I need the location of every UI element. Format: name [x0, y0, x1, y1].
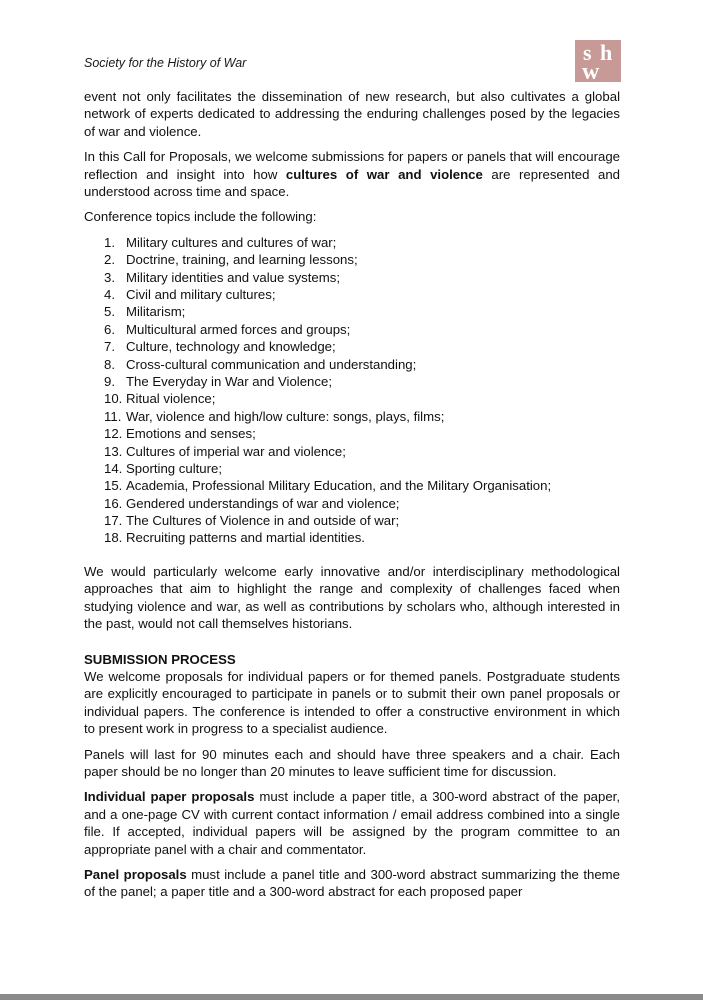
item-number: 18.	[104, 530, 123, 546]
list-item	[84, 269, 620, 286]
item-number: 2.	[104, 252, 115, 268]
item-number: 15.	[104, 478, 123, 494]
society-name: Society for the History of War	[84, 56, 247, 70]
item-text: War, violence and high/low culture: songs, plays, films;	[126, 408, 445, 424]
main-content	[84, 88, 620, 909]
logo-letter-w: w	[582, 59, 600, 82]
item-text: Ritual violence;	[126, 391, 216, 407]
intro-paragraph-2-start: In this Call for Proposals, we welcome submissions for papers or panels that will encourage reflection and insight into how	[84, 149, 620, 182]
intro-paragraph-2-end: are represented and understood across time and space.	[84, 166, 620, 200]
logo-letter-h: h	[600, 40, 613, 65]
item-text: Militarism;	[126, 304, 186, 320]
panel-proposals-label: Panel proposals	[84, 866, 187, 882]
list-item	[84, 251, 620, 268]
item-text: Military cultures and cultures of war;	[126, 234, 337, 250]
list-item	[84, 338, 620, 355]
submission-paragraph-1: We welcome proposals for individual papers or for themed panels. Postgraduate students are explicitly encouraged to participate in panels or to submit their own panel proposals or individual papers. The conference is intended to offer a constructive environment in which to present work in progress to a specialist audience.	[84, 668, 620, 737]
item-number: 3.	[104, 269, 115, 285]
submission-paragraph-4	[84, 866, 620, 901]
item-text: Cultures of imperial war and violence;	[126, 443, 346, 459]
item-number: 17.	[104, 513, 123, 529]
item-number: 9.	[104, 373, 115, 389]
list-item	[84, 425, 620, 442]
item-text: The Everyday in War and Violence;	[126, 373, 332, 389]
panel-proposals-text: must include a panel title and 300-word abstract summarizing the theme of the panel; a paper title and a 300-word abstract for each proposed paper	[84, 866, 620, 900]
logo-letter-s: s	[583, 40, 592, 65]
submission-paragraph-3	[84, 788, 620, 858]
topics-list	[84, 234, 620, 547]
list-item	[84, 443, 620, 460]
item-number: 10.	[104, 391, 123, 407]
item-text: Civil and military cultures;	[126, 287, 276, 303]
item-number: 1.	[104, 234, 115, 250]
item-text: Academia, Professional Military Education, and the Military Organisation;	[126, 478, 552, 494]
intro-paragraph-2	[84, 148, 620, 200]
list-item	[84, 529, 620, 546]
intro-paragraph-2-emphasis: cultures of war and violence	[285, 166, 483, 182]
item-number: 8.	[104, 356, 115, 372]
list-item	[84, 234, 620, 251]
item-number: 6.	[104, 321, 115, 337]
submission-heading: SUBMISSION PROCESS	[84, 651, 236, 667]
list-item	[84, 356, 620, 373]
item-text: Emotions and senses;	[126, 426, 256, 442]
list-item	[84, 390, 620, 407]
item-number: 7.	[104, 339, 115, 355]
list-item	[84, 460, 620, 477]
list-item	[84, 408, 620, 425]
item-text: Culture, technology and knowledge;	[126, 339, 336, 355]
individual-proposals-label: Individual paper proposals	[84, 789, 255, 805]
item-text: The Cultures of Violence in and outside of war;	[126, 513, 400, 529]
intro-paragraph-1: event not only facilitates the dissemination of new research, but also cultivates a global network of experts dedicated to addressing the enduring challenges posed by the legacies of war and violence.	[84, 89, 620, 139]
welcome-paragraph: We would particularly welcome early innovative and/or interdisciplinary methodological approaches that aim to highlight the range and complexity of challenges faced when studying violence and war, as well as contributions by scholars who, although interested in the past, would not call themselves historians.	[84, 563, 620, 632]
item-number: 13.	[104, 443, 123, 459]
shw-logo	[575, 40, 621, 82]
item-text: Gendered understandings of war and violence;	[126, 495, 400, 511]
list-item	[84, 477, 620, 494]
item-number: 11.	[104, 408, 122, 424]
list-item	[84, 303, 620, 320]
item-text: Multicultural armed forces and groups;	[126, 321, 351, 337]
item-number: 14.	[104, 460, 123, 476]
item-number: 12.	[104, 426, 123, 442]
list-item	[84, 495, 620, 512]
item-number: 16.	[104, 495, 123, 511]
item-text: Sporting culture;	[126, 460, 223, 476]
topics-lead: Conference topics include the following:	[84, 209, 317, 225]
list-item	[84, 286, 620, 303]
submission-paragraph-2: Panels will last for 90 minutes each and should have three speakers and a chair. Each paper should be no longer than 20 minutes to leave sufficient time for discussion.	[84, 746, 620, 779]
individual-proposals-text: must include a paper title, a 300-word abstract of the paper, and a one-page CV with current contact information / email address combined into a single file. If accepted, individual papers will be assigned by the program committee to an appropriate panel with a chair and commentator.	[84, 789, 620, 857]
item-text: Military identities and value systems;	[126, 269, 341, 285]
list-item	[84, 512, 620, 529]
item-number: 5.	[104, 304, 115, 320]
list-item	[84, 321, 620, 338]
list-item	[84, 373, 620, 390]
page-bottom-border	[0, 994, 703, 1000]
item-text: Recruiting patterns and martial identities.	[126, 530, 365, 546]
item-text: Doctrine, training, and learning lessons;	[126, 252, 358, 268]
item-text: Cross-cultural communication and understanding;	[126, 356, 417, 372]
item-number: 4.	[104, 287, 115, 303]
